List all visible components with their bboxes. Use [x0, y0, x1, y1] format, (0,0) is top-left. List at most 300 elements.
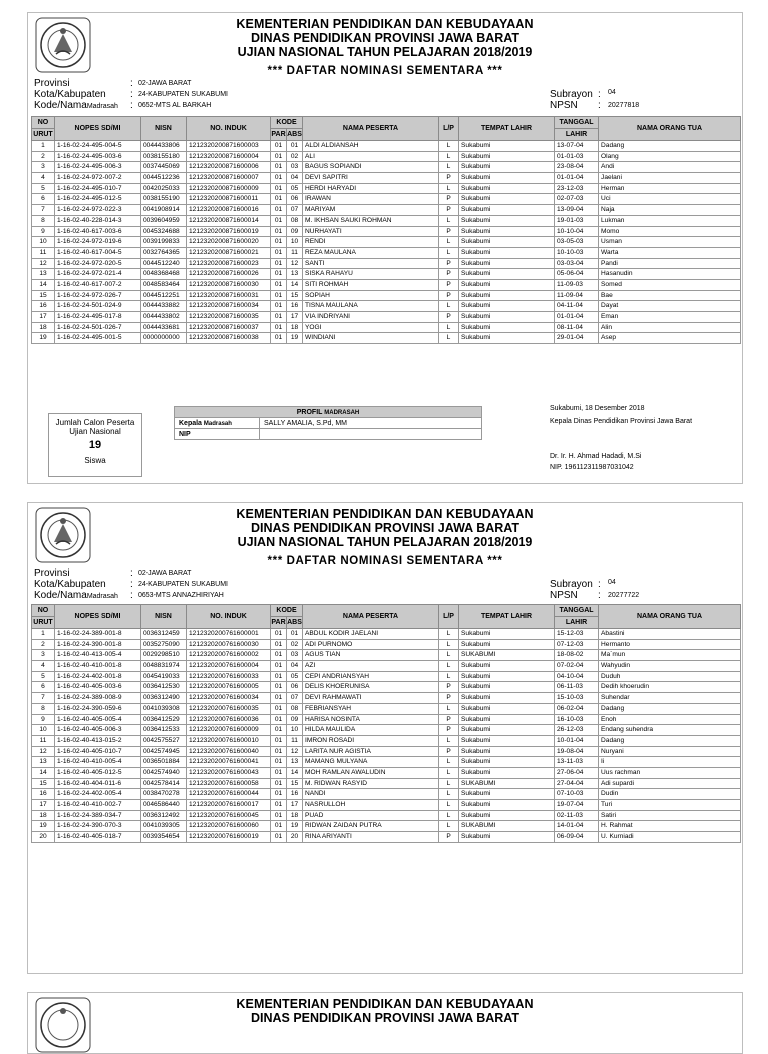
table-cell: 18-08-02 — [555, 650, 599, 661]
label-kode-nama — [34, 590, 118, 601]
table-cell: L — [439, 810, 459, 821]
table-cell: 1212320200761600001 — [187, 629, 271, 640]
table-cell: 1212320200761600058 — [187, 778, 271, 789]
title-ministry: KEMENTERIAN PENDIDIKAN DAN KEBUDAYAAN — [236, 997, 534, 1011]
table-cell: 1-16-02-24-972-007-2 — [55, 173, 141, 184]
table-cell: 01 — [271, 141, 287, 152]
table-cell: 1-16-02-24-495-010-7 — [55, 183, 141, 194]
table-row — [32, 800, 741, 811]
table-cell: 11 — [32, 735, 55, 746]
table-cell: 13 — [32, 757, 55, 768]
table-cell: 06 — [287, 682, 303, 693]
table-cell: 1212320200871600014 — [187, 215, 271, 226]
title-dinas: DINAS PENDIDIKAN PROVINSI JAWA BARAT — [250, 31, 520, 45]
table-row — [32, 258, 741, 269]
table-cell: P — [439, 173, 459, 184]
table-cell: 18 — [32, 810, 55, 821]
ujian-label: Ujian Nasional — [69, 427, 121, 436]
table-cell: SISKA RAHAYU — [303, 269, 439, 280]
table-cell: 1-16-02-24-495-001-5 — [55, 333, 141, 344]
table-cell: Sukabumi — [459, 832, 555, 843]
label-madrasah-small: Madrasah — [86, 593, 118, 600]
table-cell: Asep — [599, 333, 741, 344]
table-cell: 0045419033 — [141, 671, 187, 682]
table-row — [32, 821, 741, 832]
table-cell: U. Kurniadi — [599, 832, 741, 843]
table-cell: 07 — [287, 205, 303, 216]
table-cell: 01 — [271, 279, 287, 290]
table-cell: Sukabumi — [459, 141, 555, 152]
table-cell: 12 — [32, 746, 55, 757]
table-cell: Sukabumi — [459, 183, 555, 194]
table-cell: 0032764365 — [141, 247, 187, 258]
table-cell: 0029298510 — [141, 650, 187, 661]
table-cell: 06 — [287, 194, 303, 205]
table-cell: 01 — [287, 141, 303, 152]
table-cell: AGUS TIAN — [303, 650, 439, 661]
col-nopes: NOPES SD/MI — [55, 117, 141, 141]
colon: : — [130, 89, 133, 100]
table-row — [32, 746, 741, 757]
table-cell: 0044433802 — [141, 312, 187, 323]
table-row — [32, 237, 741, 248]
table-cell: 19-01-03 — [555, 215, 599, 226]
table-cell: P — [439, 290, 459, 301]
table-cell: Sukabumi — [459, 789, 555, 800]
table-row — [32, 333, 741, 344]
value-npsn: 20277818 — [608, 102, 640, 109]
table-cell: 13 — [287, 757, 303, 768]
table-cell: 0048831974 — [141, 661, 187, 672]
table-cell: 01 — [271, 237, 287, 248]
table-row — [32, 205, 741, 216]
table-cell: 12 — [287, 258, 303, 269]
table-cell: Sukabumi — [459, 714, 555, 725]
table-cell: Sukabumi — [459, 639, 555, 650]
col-ortu: NAMA ORANG TUA — [599, 117, 741, 141]
kepala-name: SALLY AMALIA, S.Pd, MM — [260, 418, 482, 429]
table-cell: L — [439, 671, 459, 682]
table-cell: L — [439, 821, 459, 832]
table-cell: 1212320200871600031 — [187, 290, 271, 301]
table-cell: Sukabumi — [459, 290, 555, 301]
table-cell: Dayat — [599, 301, 741, 312]
table-cell: 17 — [32, 312, 55, 323]
sign-name: Dr. Ir. H. Ahmad Hadadi, M.Si — [550, 453, 642, 460]
col-lahir: LAHIR — [555, 617, 599, 629]
label-kode-nama-text: Kode/Nama — [34, 100, 87, 111]
col-lp: L/P — [439, 605, 459, 629]
table-row — [32, 757, 741, 768]
table-cell: 0000000000 — [141, 333, 187, 344]
table-cell: 06-09-04 — [555, 832, 599, 843]
table-cell: 01 — [287, 629, 303, 640]
table-cell: 1-16-02-24-389-001-8 — [55, 629, 141, 640]
table-cell: 9 — [32, 226, 55, 237]
table-cell: 1-16-02-40-617-004-5 — [55, 247, 141, 258]
table-cell: L — [439, 183, 459, 194]
table-cell: 0042575527 — [141, 735, 187, 746]
table-cell: 03-03-04 — [555, 258, 599, 269]
table-cell: 1212320200761600002 — [187, 650, 271, 661]
sheet-header — [28, 13, 742, 63]
table-cell: 02-07-03 — [555, 194, 599, 205]
sheet-1 — [27, 12, 743, 484]
table-cell: 1212320200871600006 — [187, 162, 271, 173]
table-cell: 1212320200871600007 — [187, 173, 271, 184]
list-title: *** DAFTAR NOMINASI SEMENTARA *** — [267, 555, 503, 567]
table-cell: 4 — [32, 173, 55, 184]
table-cell: 0044433681 — [141, 322, 187, 333]
table-cell: DEVI RAHMAWATI — [303, 693, 439, 704]
table-cell: AZI — [303, 661, 439, 672]
sheet-2 — [27, 502, 743, 974]
table-cell: 11 — [287, 247, 303, 258]
table-cell: ADI PURNOMO — [303, 639, 439, 650]
table-cell: 1212320200761600035 — [187, 703, 271, 714]
table-cell: 5 — [32, 671, 55, 682]
table-cell: 7 — [32, 693, 55, 704]
table-cell: H. Rahmat — [599, 821, 741, 832]
table-cell: Lukman — [599, 215, 741, 226]
table-cell: 16 — [287, 301, 303, 312]
value-madrasah: 0653-MTS ANNAZHIRIYAH — [138, 592, 224, 599]
kepala-small: Madrasah — [203, 420, 232, 427]
table-cell: Naja — [599, 205, 741, 216]
table-cell: L — [439, 703, 459, 714]
col-par: PAR — [271, 129, 287, 141]
table-cell: Andi — [599, 162, 741, 173]
table-cell: 0036412533 — [141, 725, 187, 736]
table-cell: 07-10-03 — [555, 789, 599, 800]
table-row — [32, 661, 741, 672]
col-kode: KODE — [271, 605, 303, 617]
table-cell: P — [439, 714, 459, 725]
table-cell: 04-11-04 — [555, 301, 599, 312]
table-cell: L — [439, 322, 459, 333]
table-row — [32, 141, 741, 152]
table-cell: Sukabumi — [459, 194, 555, 205]
table-cell: SUKABUMI — [459, 821, 555, 832]
table-cell: 1212320200871600035 — [187, 312, 271, 323]
table-row — [32, 703, 741, 714]
label-kota: Kota/Kabupaten — [34, 579, 106, 590]
value-madrasah: 0652-MTS AL BARKAH — [138, 102, 212, 109]
table-cell: 4 — [32, 661, 55, 672]
table-cell: 2 — [32, 151, 55, 162]
table-cell: 1212320200761600034 — [187, 693, 271, 704]
table-cell: NANDI — [303, 789, 439, 800]
profil-header — [175, 407, 482, 418]
table-cell: 1212320200871600004 — [187, 151, 271, 162]
table-cell: FEBRIANSYAH — [303, 703, 439, 714]
table-cell: 23-12-03 — [555, 183, 599, 194]
table-cell: 0038470278 — [141, 789, 187, 800]
table-cell: Eman — [599, 312, 741, 323]
table-cell: Dadang — [599, 141, 741, 152]
table-cell: Sukabumi — [459, 746, 555, 757]
table-cell: 01 — [271, 671, 287, 682]
table-row — [32, 269, 741, 280]
table-cell: 01 — [271, 661, 287, 672]
table-cell: 1-16-02-40-617-003-6 — [55, 226, 141, 237]
table-cell: 15-12-03 — [555, 629, 599, 640]
value-provinsi: 02-JAWA BARAT — [138, 80, 192, 87]
table-cell: 13-07-04 — [555, 141, 599, 152]
table-cell: 29-01-04 — [555, 333, 599, 344]
table-cell: 01 — [271, 173, 287, 184]
table-cell: MOH RAMLAN AWALUDIN — [303, 767, 439, 778]
table-row — [32, 810, 741, 821]
table-cell: 05 — [287, 671, 303, 682]
col-lp: L/P — [439, 117, 459, 141]
table-cell: L — [439, 757, 459, 768]
table-cell: Sukabumi — [459, 671, 555, 682]
table-cell: 03 — [287, 162, 303, 173]
table-cell: P — [439, 205, 459, 216]
table-cell: 1-16-02-24-972-019-6 — [55, 237, 141, 248]
sign-title: Kepala Dinas Pendidikan Provinsi Jawa Barat — [550, 418, 693, 425]
table-cell: P — [439, 832, 459, 843]
col-no-induk: NO. INDUK — [187, 117, 271, 141]
table-cell: 1212320200761600009 — [187, 725, 271, 736]
table-cell: 0036412530 — [141, 682, 187, 693]
table-cell: M. RIDWAN RASYID — [303, 778, 439, 789]
table-row — [32, 682, 741, 693]
table-cell: Abastini — [599, 629, 741, 640]
table-cell: 0041039305 — [141, 821, 187, 832]
table-cell: 1-16-02-40-410-002-7 — [55, 800, 141, 811]
table-cell: 0044433882 — [141, 301, 187, 312]
table-cell: RIDWAN ZAIDAN PUTRA — [303, 821, 439, 832]
sheet-header — [28, 993, 742, 1043]
table-cell: 16 — [287, 789, 303, 800]
table-cell: 0037445069 — [141, 162, 187, 173]
table-cell: 1-16-02-40-405-003-6 — [55, 682, 141, 693]
table-cell: 10-01-04 — [555, 735, 599, 746]
table-cell: 1-16-02-24-972-020-5 — [55, 258, 141, 269]
table-cell: L — [439, 661, 459, 672]
table-cell: 1212320200871600019 — [187, 226, 271, 237]
table-cell: L — [439, 237, 459, 248]
table-row — [32, 322, 741, 333]
table-cell: 07 — [287, 693, 303, 704]
table-cell: P — [439, 194, 459, 205]
table-cell: 19 — [287, 821, 303, 832]
table-cell: 1-16-02-40-413-015-2 — [55, 735, 141, 746]
table-cell: Duduh — [599, 671, 741, 682]
table-cell: P — [439, 269, 459, 280]
table-cell: 01 — [271, 322, 287, 333]
table-cell: L — [439, 162, 459, 173]
table-cell: 1-16-02-24-495-004-5 — [55, 141, 141, 152]
table-cell: 01 — [271, 629, 287, 640]
table-cell: 17 — [32, 800, 55, 811]
table-cell: Sukabumi — [459, 258, 555, 269]
table-cell: IMRON ROSADI — [303, 735, 439, 746]
table-cell: 1-16-02-40-617-007-2 — [55, 279, 141, 290]
table-cell: 23-08-04 — [555, 162, 599, 173]
table-cell: 2 — [32, 639, 55, 650]
table-cell: 0041908914 — [141, 205, 187, 216]
table-cell: 1212320200761600019 — [187, 832, 271, 843]
table-cell: 1212320200761600060 — [187, 821, 271, 832]
title-ujian-text: UJIAN NASIONAL TAHUN PELAJARAN — [237, 45, 470, 59]
table-cell: 10 — [287, 725, 303, 736]
table-cell: 1-16-02-40-404-011-6 — [55, 778, 141, 789]
table-row — [32, 832, 741, 843]
table-cell: 16 — [32, 789, 55, 800]
table-cell: 15-10-03 — [555, 693, 599, 704]
table-cell: 0039199833 — [141, 237, 187, 248]
colon: : — [130, 590, 133, 601]
table-row — [32, 650, 741, 661]
table-cell: 0048368468 — [141, 269, 187, 280]
colon: : — [598, 590, 601, 601]
table-cell: Sukabumi — [459, 800, 555, 811]
table-cell: 01 — [271, 247, 287, 258]
table-cell: 3 — [32, 650, 55, 661]
table-cell: P — [439, 312, 459, 323]
kepala-text: Kepala — [179, 419, 202, 427]
table-cell: 07-02-04 — [555, 661, 599, 672]
kepala-label — [175, 418, 260, 429]
nip-value — [260, 429, 482, 440]
table-cell: 20 — [32, 832, 55, 843]
table-cell: 02 — [287, 151, 303, 162]
table-cell: 1-16-02-24-495-006-3 — [55, 162, 141, 173]
table-cell: 08-11-04 — [555, 322, 599, 333]
table-cell: 1-16-02-40-410-001-8 — [55, 661, 141, 672]
table-cell: 15 — [287, 778, 303, 789]
table-cell: 27-06-04 — [555, 767, 599, 778]
table-cell: 3 — [32, 162, 55, 173]
table-cell: L — [439, 778, 459, 789]
table-cell: Sukabumi — [459, 215, 555, 226]
table-cell: Ma`mun — [599, 650, 741, 661]
table-row — [32, 279, 741, 290]
table-cell: Sukabumi — [459, 333, 555, 344]
colon: : — [598, 100, 601, 111]
col-abs: ABS — [287, 129, 303, 141]
col-no: NO — [32, 117, 55, 129]
table-cell: 1-16-02-24-972-026-7 — [55, 290, 141, 301]
table-cell: 10 — [32, 237, 55, 248]
table-row — [32, 151, 741, 162]
table-cell: 0035275090 — [141, 639, 187, 650]
label-provinsi: Provinsi — [34, 78, 70, 89]
table-cell: 1212320200761600033 — [187, 671, 271, 682]
table-cell: HERDI HARYADI — [303, 183, 439, 194]
table-cell: 17 — [287, 800, 303, 811]
table-cell: 16 — [32, 301, 55, 312]
table-cell: 01 — [271, 800, 287, 811]
sign-date: Sukabumi, 18 Desember 2018 — [550, 405, 645, 412]
table-cell: 1-16-02-24-390-059-6 — [55, 703, 141, 714]
table-cell: BAGUS SOPIANDI — [303, 162, 439, 173]
table-cell: MARIYAM — [303, 205, 439, 216]
sign-nip: NIP. 196112311987031042 — [550, 464, 634, 471]
table-cell: 01 — [271, 746, 287, 757]
table-cell: 0044512236 — [141, 173, 187, 184]
table-cell: 19-08-04 — [555, 746, 599, 757]
table-cell: Sukabumi — [459, 301, 555, 312]
table-cell: 04-10-04 — [555, 671, 599, 682]
table-cell: Sukabumi — [459, 661, 555, 672]
col-par: PAR — [271, 617, 287, 629]
table-cell: Sukabumi — [459, 237, 555, 248]
table-row — [32, 629, 741, 640]
profil-label: PROFIL — [296, 408, 323, 416]
table-cell: 1212320200871600003 — [187, 141, 271, 152]
table-cell: 12 — [287, 746, 303, 757]
table-cell: 12 — [32, 258, 55, 269]
table-cell: 01 — [271, 725, 287, 736]
table-row — [32, 789, 741, 800]
table-cell: 08 — [287, 703, 303, 714]
table-cell: 06-02-04 — [555, 703, 599, 714]
table-cell: 0042578414 — [141, 778, 187, 789]
table-cell: Sukabumi — [459, 810, 555, 821]
table-cell: Ii — [599, 757, 741, 768]
table-cell: Hasanudin — [599, 269, 741, 280]
table-cell: 01-01-04 — [555, 312, 599, 323]
table-cell: SANTI — [303, 258, 439, 269]
table-cell: 0042574945 — [141, 746, 187, 757]
table-cell: 1212320200761600043 — [187, 767, 271, 778]
col-no: NO — [32, 605, 55, 617]
table-cell: 15 — [32, 290, 55, 301]
table-cell: 1-16-02-24-501-024-9 — [55, 301, 141, 312]
table-cell: 1-16-02-24-495-003-6 — [55, 151, 141, 162]
col-nama: NAMA PESERTA — [303, 605, 439, 629]
col-no-induk: NO. INDUK — [187, 605, 271, 629]
table-cell: HILDA MAULIDA — [303, 725, 439, 736]
jumlah-count: 19 — [88, 439, 102, 451]
table-cell: 1212320200871600020 — [187, 237, 271, 248]
table-cell: 1 — [32, 141, 55, 152]
label-subrayon: Subrayon — [550, 89, 593, 100]
col-tanggal: TANGGAL — [555, 117, 599, 129]
table-cell: 0042025033 — [141, 183, 187, 194]
table-cell: 01 — [271, 301, 287, 312]
table-cell: M. IKHSAN SAUKI ROHMAN — [303, 215, 439, 226]
table-cell: SOPIAH — [303, 290, 439, 301]
table-cell: 16-10-03 — [555, 714, 599, 725]
table-cell: 05-06-04 — [555, 269, 599, 280]
table-cell: 01 — [271, 714, 287, 725]
table-cell: 15 — [287, 290, 303, 301]
value-provinsi: 02-JAWA BARAT — [138, 570, 192, 577]
label-kota: Kota/Kabupaten — [34, 89, 106, 100]
table-cell: 6 — [32, 194, 55, 205]
table-cell: 01 — [271, 650, 287, 661]
table-cell: P — [439, 226, 459, 237]
table-cell: 01 — [271, 778, 287, 789]
table-cell: 1212320200871600038 — [187, 333, 271, 344]
table-cell: 01 — [271, 735, 287, 746]
table-cell: 1212320200761600005 — [187, 682, 271, 693]
title-ministry: KEMENTERIAN PENDIDIKAN DAN KEBUDAYAAN — [236, 507, 534, 521]
table-cell: 0042574940 — [141, 767, 187, 778]
table-cell: 1212320200761600044 — [187, 789, 271, 800]
table-cell: 1-16-02-24-402-005-4 — [55, 789, 141, 800]
table-cell: 01-01-04 — [555, 173, 599, 184]
table-cell: 07-12-03 — [555, 639, 599, 650]
table-cell: 02 — [287, 639, 303, 650]
table-cell: 1-16-02-40-228-014-3 — [55, 215, 141, 226]
table-cell: 1-16-02-24-501-026-7 — [55, 322, 141, 333]
